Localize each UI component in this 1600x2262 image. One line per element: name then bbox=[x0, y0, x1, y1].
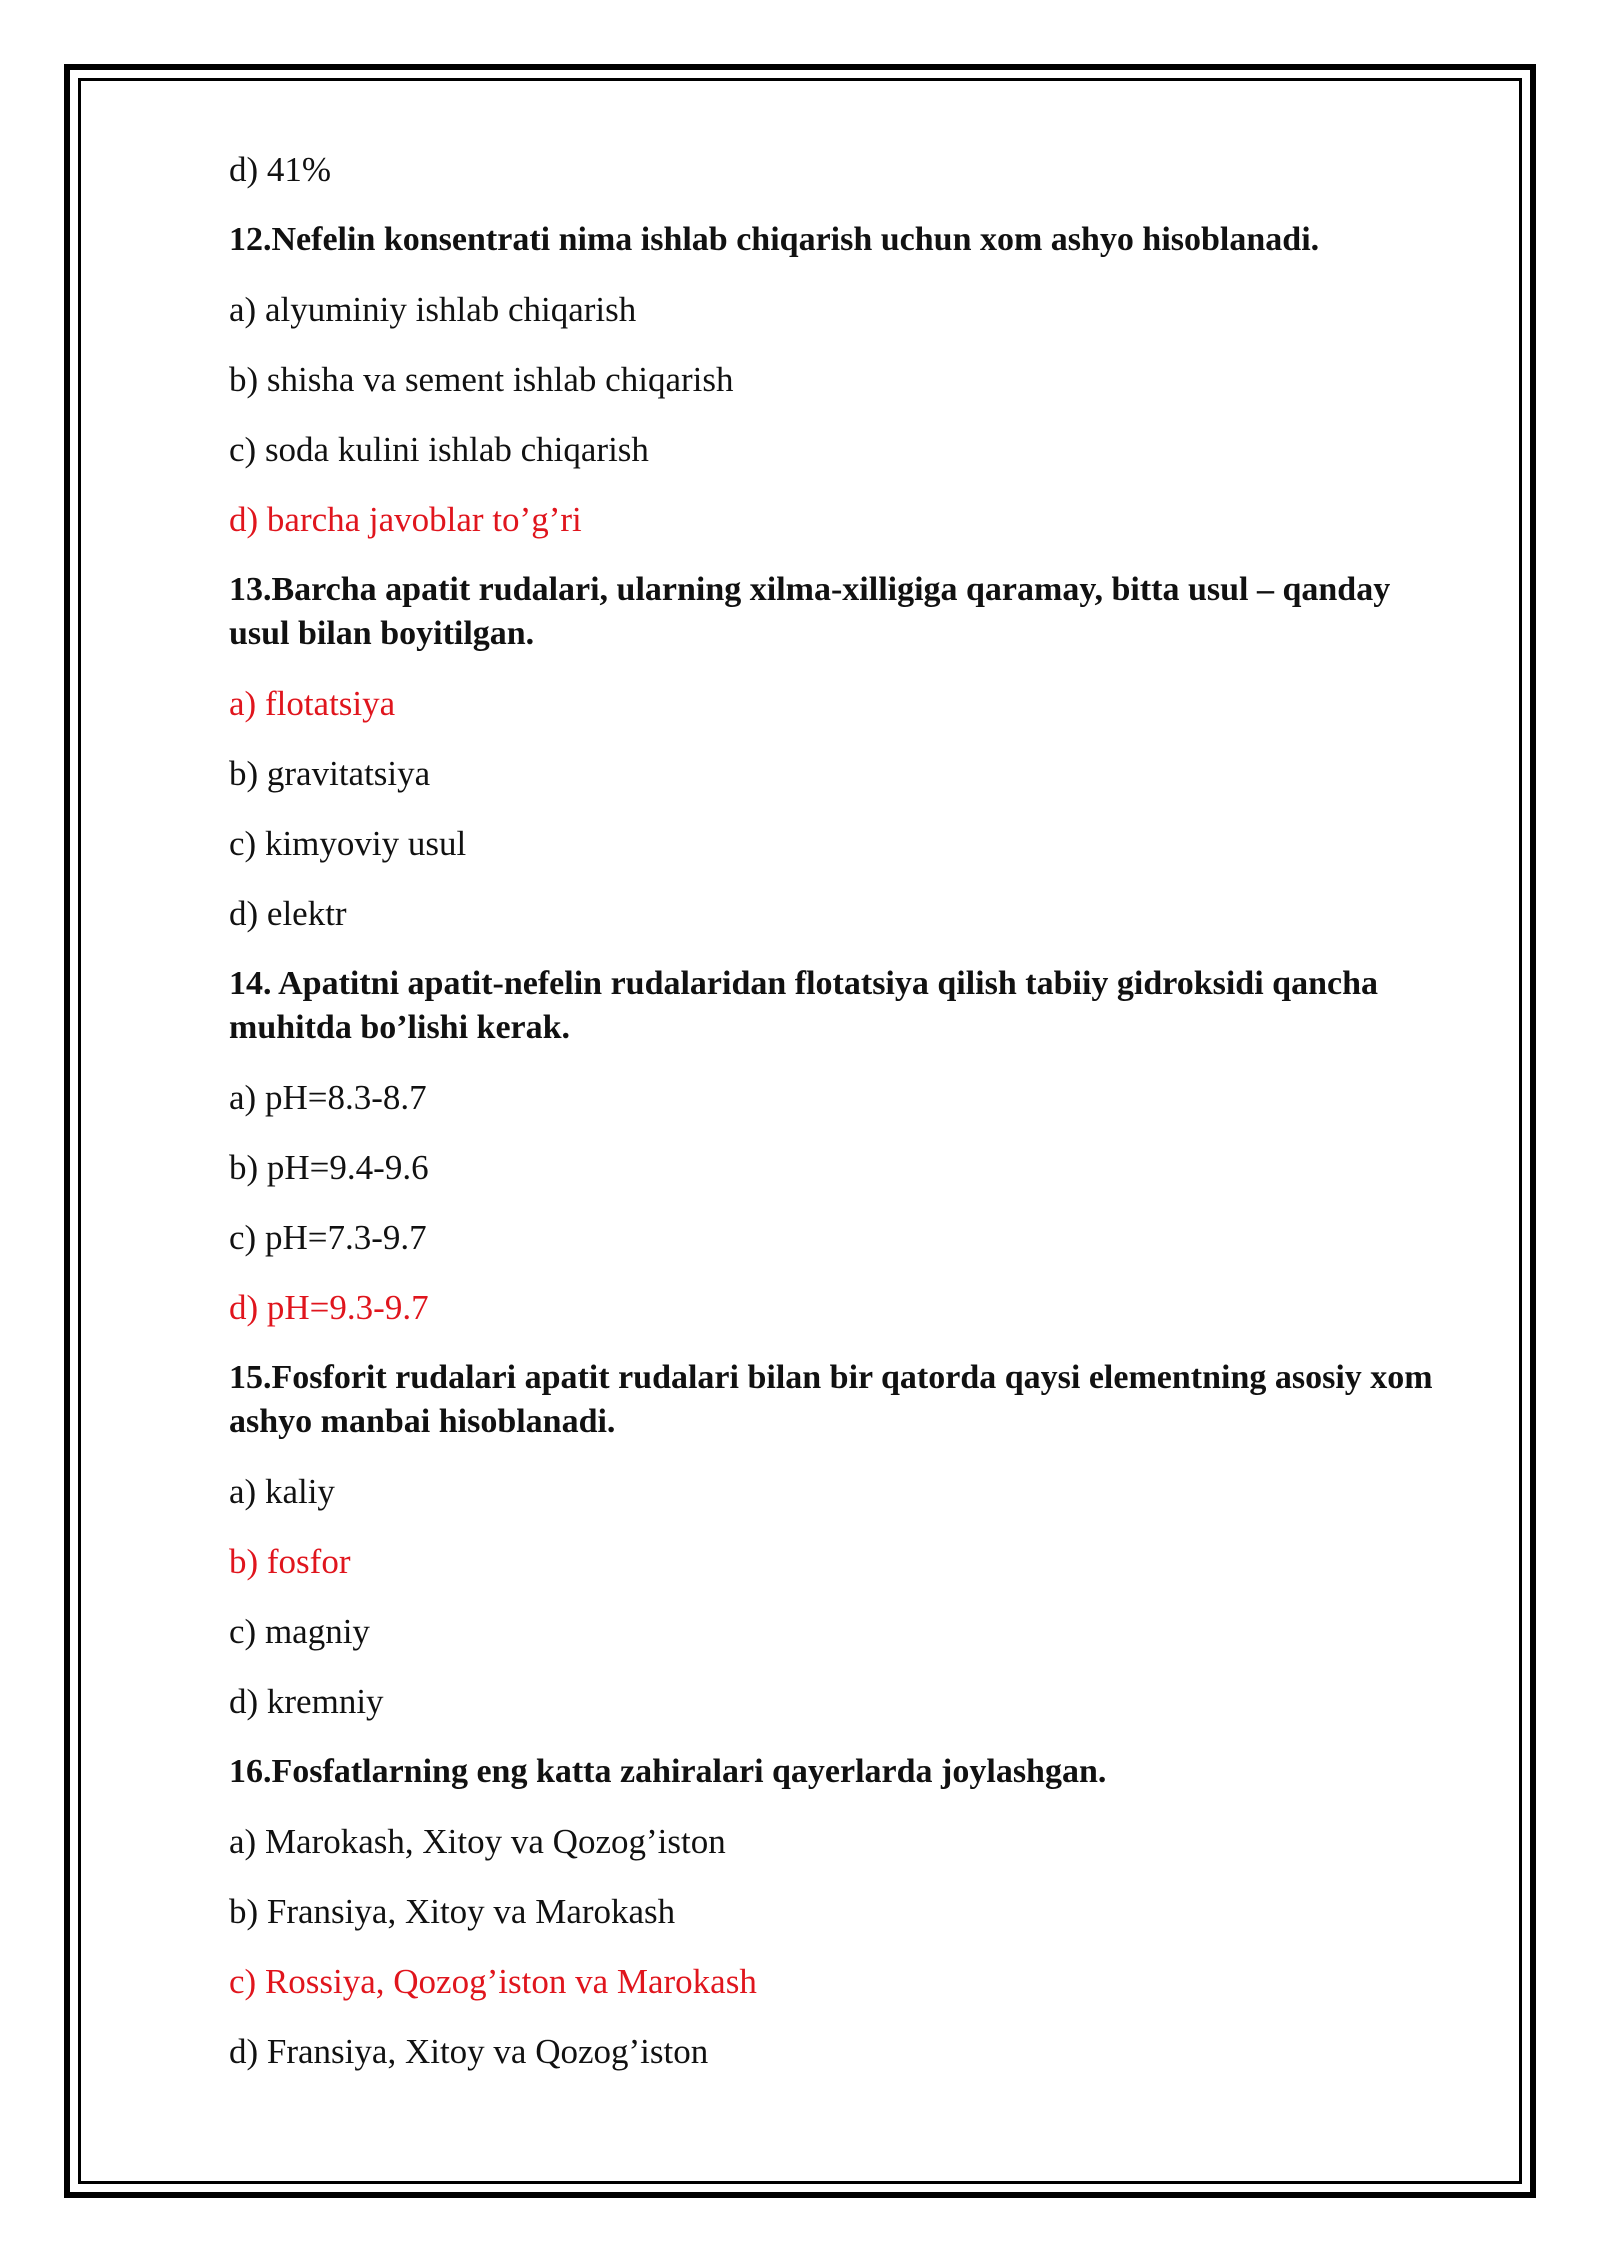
question-text: 14. Apatitni apatit-nefelin rudalaridan flotatsiya qilish tabiiy gidroksidi qancha muhitda bo’lishi kerak. bbox=[229, 965, 1378, 1046]
question-text: 15.Fosforit rudalari apatit rudalari bilan bir qatorda qaysi elementning asosiy xom ashyo manbai hisoblanadi. bbox=[229, 1359, 1433, 1440]
answer-option: a) Marokash, Xitoy va Qozog’iston bbox=[229, 1822, 726, 1861]
answer-option-correct: d) pH=9.3-9.7 bbox=[229, 1288, 429, 1327]
answer-option: d) Fransiya, Xitoy va Qozog’iston bbox=[229, 2032, 709, 2071]
answer-option: c) pH=7.3-9.7 bbox=[229, 1218, 427, 1257]
answer-option: b) gravitatsiya bbox=[229, 754, 431, 793]
answer-option: d) elektr bbox=[229, 894, 347, 933]
answer-option: b) Fransiya, Xitoy va Marokash bbox=[229, 1892, 676, 1931]
answer-option-correct: b) fosfor bbox=[229, 1542, 351, 1581]
answer-option: d) 41% bbox=[229, 150, 332, 189]
answer-option: c) kimyoviy usul bbox=[229, 824, 467, 863]
answer-option: b) pH=9.4-9.6 bbox=[229, 1148, 429, 1187]
answer-option: d) kremniy bbox=[229, 1682, 384, 1721]
answer-option: c) soda kulini ishlab chiqarish bbox=[229, 430, 649, 469]
question-text: 16.Fosfatlarning eng katta zahiralari qayerlarda joylashgan. bbox=[229, 1753, 1107, 1790]
answer-option: a) pH=8.3-8.7 bbox=[229, 1078, 427, 1117]
answer-option-correct: a) flotatsiya bbox=[229, 684, 396, 723]
question-text: 12.Nefelin konsentrati nima ishlab chiqarish uchun xom ashyo hisoblanadi. bbox=[229, 221, 1320, 258]
answer-option-correct: d) barcha javoblar to’g’ri bbox=[229, 500, 582, 539]
answer-option-correct: c) Rossiya, Qozog’iston va Marokash bbox=[229, 1962, 757, 2001]
question-text: 13.Barcha apatit rudalari, ularning xilma-xilligiga qaramay, bitta usul – qanday usul bilan boyitilgan. bbox=[229, 571, 1391, 652]
answer-option: a) alyuminiy ishlab chiqarish bbox=[229, 290, 637, 329]
answer-option: c) magniy bbox=[229, 1612, 370, 1651]
answer-option: a) kaliy bbox=[229, 1472, 335, 1511]
answer-option: b) shisha va sement ishlab chiqarish bbox=[229, 360, 734, 399]
quiz-content bbox=[229, 148, 1519, 2100]
